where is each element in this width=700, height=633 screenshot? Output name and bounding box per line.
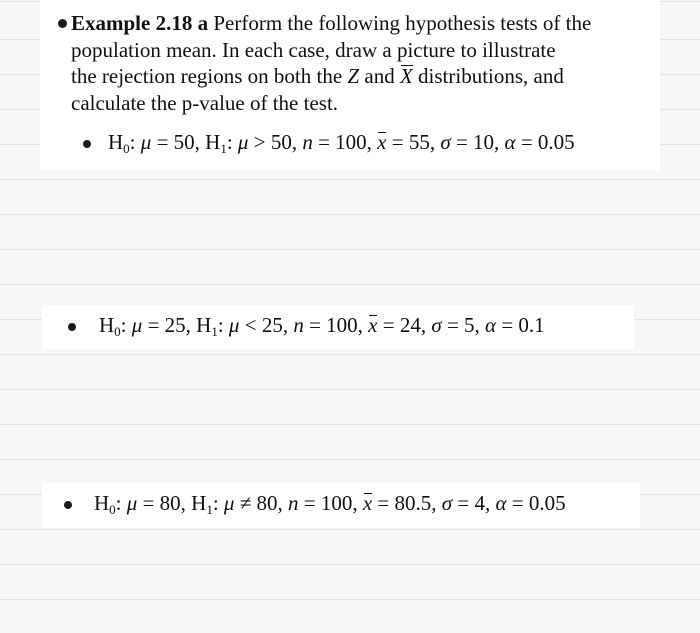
bullet-icon bbox=[83, 140, 91, 148]
example-paragraph bbox=[71, 10, 661, 116]
example-label: Example 2.18 a bbox=[71, 11, 209, 35]
example-line-4: calculate the p-value of the test. bbox=[71, 90, 339, 115]
bullet-icon bbox=[64, 501, 72, 509]
xbar-symbol: X bbox=[399, 64, 413, 88]
hypothesis-item-1: $H_0$: μ = 50, $H_1$: μ > 50, n = 100, x = 55, σ = 10, α = 0.05 bbox=[108, 130, 575, 156]
example-card bbox=[40, 0, 660, 170]
example-line-3: the rejection regions on both the Z and X distributions, and bbox=[71, 64, 564, 88]
example-line-2: population mean. In each case, draw a picture to illustrate bbox=[71, 37, 556, 62]
hypothesis-card-2 bbox=[42, 305, 634, 349]
hypothesis-card-3 bbox=[42, 483, 640, 528]
hypothesis-item-2: $H_0$: μ = 25, $H_1$: μ < 25, n = 100, x = 24, σ = 5, α = 0.1 bbox=[99, 313, 545, 339]
bullet-icon bbox=[58, 19, 67, 28]
example-line-1: Example 2.18 a Perform the following hypothesis tests of the bbox=[71, 11, 592, 35]
z-symbol: Z bbox=[347, 64, 360, 88]
bullet-icon bbox=[68, 323, 76, 331]
hypothesis-item-3: $H_0$: μ = 80, $H_1$: μ ≠ 80, n = 100, x = 80.5, σ = 4, α = 0.05 bbox=[94, 491, 566, 517]
